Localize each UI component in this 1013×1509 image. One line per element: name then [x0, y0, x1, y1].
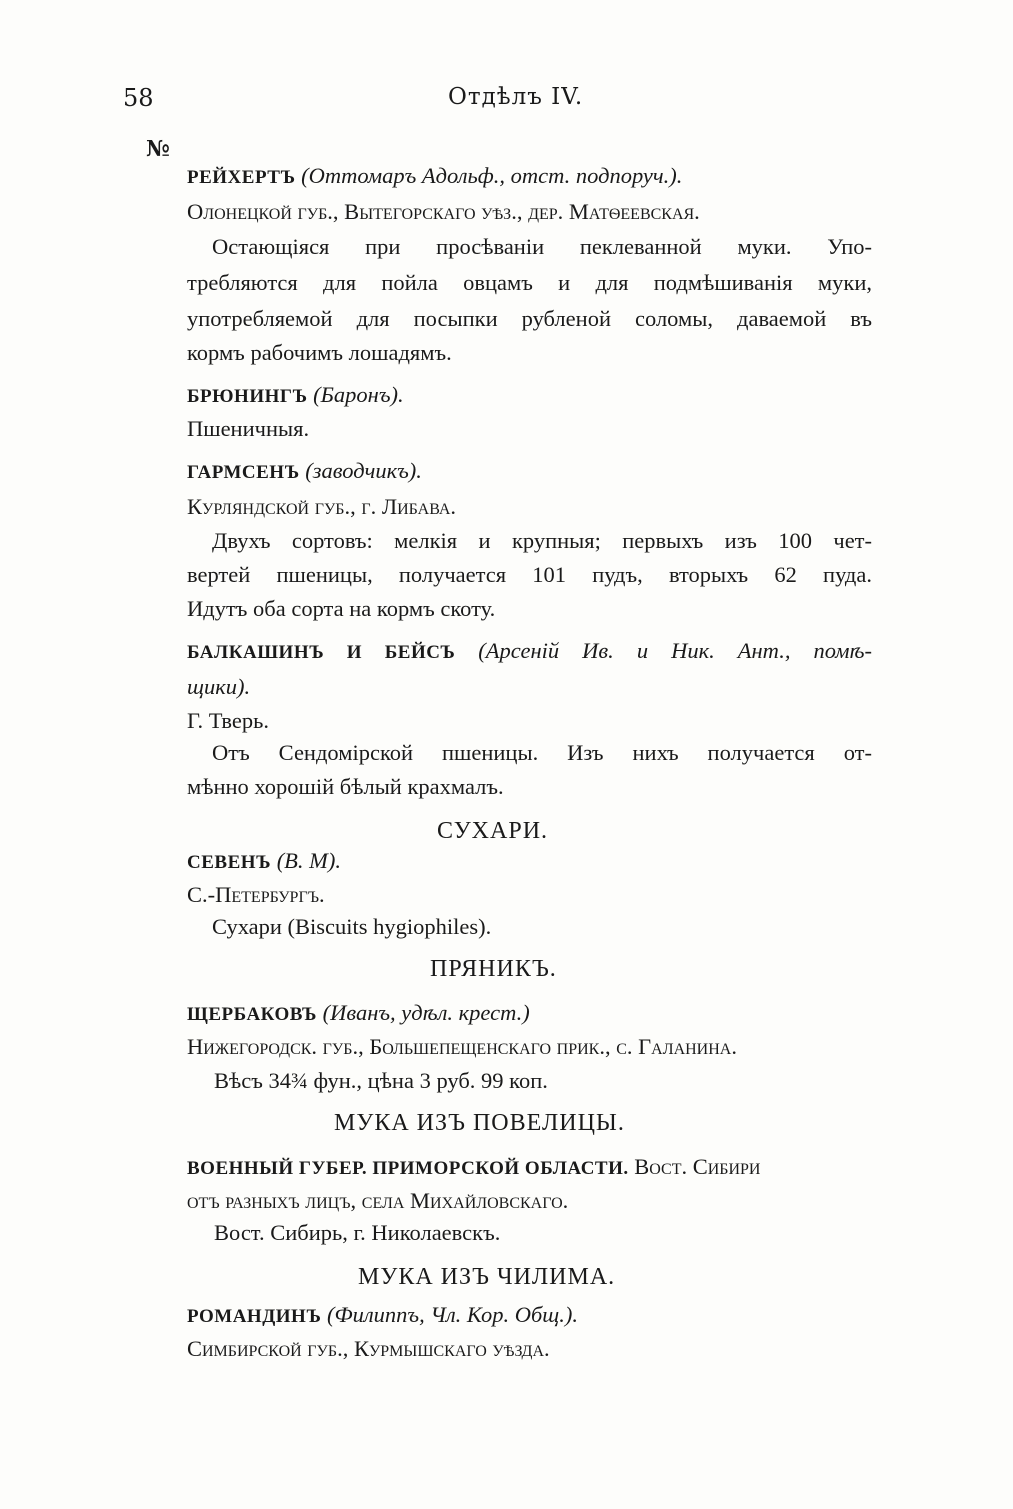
entry-heading — [187, 458, 422, 484]
description-line: Отъ Сендомірской пшеницы. Изъ нихъ получается от- — [212, 740, 872, 765]
entry-heading — [187, 848, 341, 874]
description-line: Двухъ сортовъ: мелкія и крупныя; первыхъ изъ 100 чет- — [212, 528, 872, 553]
section-heading: МУКА ИЗЪ ПОВЕЛИЦЫ. — [334, 1110, 625, 1136]
exhibitor-details: (заводчикъ). — [305, 458, 422, 483]
description-line: употребляемой для посыпки рубленой соломы, даваемой въ — [187, 306, 872, 331]
exhibitor-details: (Арсеній Ив. и Ник. Ант., помѣ- — [478, 638, 872, 663]
exhibitor-place: Олонецкой губ., Вытегорскаго уѣз., дер. Матѳеевская. — [187, 199, 700, 224]
number-sign: № — [146, 136, 170, 162]
exhibitor-details: (В. М). — [276, 848, 342, 873]
exhibitor-name: БРЮНИНГЪ — [187, 386, 308, 407]
description-line: Вѣсъ 34¾ фун., цѣна 3 руб. 99 коп. — [214, 1068, 548, 1093]
exhibitor-name: ВОЕННЫЙ ГУБЕР. ПРИМОРСКОЙ ОБЛАСТИ. — [187, 1158, 629, 1179]
description-line: кормъ рабочимъ лошадямъ. — [187, 340, 452, 365]
exhibitor-details: (Филиппъ, Чл. Кор. Общ.). — [327, 1302, 579, 1327]
exhibitor-details: Вост. Сибири — [634, 1154, 761, 1179]
description-line: вертей пшеницы, получается 101 пудъ, вторыхъ 62 пуда. — [187, 562, 872, 587]
exhibitor-name: РОМАНДИНЪ — [187, 1306, 322, 1327]
exhibitor-name: СЕВЕНЪ — [187, 852, 272, 873]
entry-heading — [187, 638, 872, 664]
entry-heading — [187, 382, 404, 408]
exhibitor-place: Г. Тверь. — [187, 708, 269, 733]
exhibitor-place: Вост. Сибирь, г. Николаевскъ. — [214, 1220, 501, 1245]
exhibitor-name: ЩЕРБАКОВЪ — [187, 1004, 317, 1025]
section-heading: СУХАРИ. — [437, 818, 549, 844]
exhibitor-place: Нижегородск. губ., Большепещенскаго прик., с. Галанина. — [187, 1034, 737, 1059]
exhibitor-details: (Оттомаръ Адольф., отст. подпоруч.). — [301, 163, 683, 188]
exhibitor-name: РЕЙХЕРТЪ — [187, 167, 296, 188]
entry-heading — [187, 163, 682, 189]
section-heading: ПРЯНИКЪ. — [430, 956, 557, 982]
exhibitor-name-cont: отъ разныхъ лицъ, села Михайловскаго. — [187, 1188, 569, 1213]
entry-heading — [187, 1154, 760, 1180]
exhibitor-details: (Иванъ, удѣл. крест.) — [322, 1000, 530, 1025]
exhibitor-name: ГАРМСЕНЪ — [187, 462, 300, 483]
running-title: Отдѣлъ IV. — [448, 84, 584, 110]
description-line: Идутъ оба сорта на кормъ скоту. — [187, 596, 496, 621]
exhibitor-place: Пшеничныя. — [187, 416, 310, 441]
exhibitor-name: БАЛКАШИНЪ И БЕЙСЪ — [187, 642, 456, 663]
section-heading: МУКА ИЗЪ ЧИЛИМА. — [358, 1264, 616, 1290]
description-line: Сухари (Biscuits hygiophiles). — [212, 914, 492, 939]
entry-heading — [187, 1302, 578, 1328]
exhibitor-place: С.-Петербургъ. — [187, 882, 325, 907]
description-line: требляются для пойла овцамъ и для подмѣшиванія муки, — [187, 270, 872, 295]
description-line: мѣнно хорошій бѣлый крахмалъ. — [187, 774, 504, 799]
exhibitor-place: Курляндской губ., г. Либава. — [187, 494, 457, 519]
exhibitor-details: (Баронъ). — [313, 382, 404, 407]
exhibitor-place: Симбирской губ., Курмышскаго уѣзда. — [187, 1336, 550, 1361]
description-line: Остающіяся при просѣваніи пеклеванной муки. Упо- — [212, 234, 872, 259]
exhibitor-details-cont: щики). — [187, 674, 251, 699]
page-number: 58 — [123, 84, 154, 112]
entry-heading — [187, 1000, 530, 1026]
